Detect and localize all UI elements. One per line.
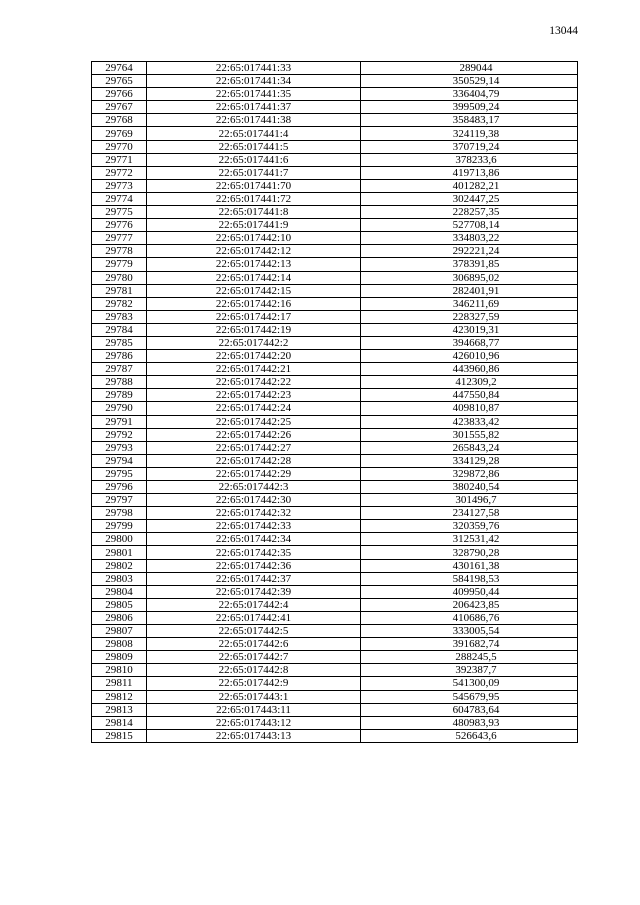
table-row [92, 179, 578, 192]
row-number-cell: 29764 [92, 62, 147, 75]
table-row [92, 140, 578, 153]
value-cell: 526643,6 [361, 729, 578, 742]
table-body [92, 62, 578, 743]
cadastral-number-cell: 22:65:017442:13 [147, 258, 361, 271]
value-cell: 334803,22 [361, 232, 578, 245]
table-row [92, 101, 578, 114]
row-number-cell: 29787 [92, 363, 147, 376]
value-cell: 423833,42 [361, 415, 578, 428]
table-row [92, 271, 578, 284]
value-cell: 584198,53 [361, 572, 578, 585]
value-cell: 541300,09 [361, 677, 578, 690]
table-row [92, 350, 578, 363]
cadastral-number-cell: 22:65:017442:35 [147, 546, 361, 559]
value-cell: 443960,86 [361, 363, 578, 376]
row-number-cell: 29792 [92, 428, 147, 441]
page-number: 13044 [549, 25, 578, 37]
table-row [92, 664, 578, 677]
value-cell: 399509,24 [361, 101, 578, 114]
value-cell: 409810,87 [361, 402, 578, 415]
cadastral-number-cell: 22:65:017442:34 [147, 533, 361, 546]
value-cell: 288245,5 [361, 651, 578, 664]
row-number-cell: 29773 [92, 179, 147, 192]
value-cell: 480983,93 [361, 716, 578, 729]
table-row [92, 481, 578, 494]
row-number-cell: 29785 [92, 336, 147, 349]
table-row [92, 507, 578, 520]
row-number-cell: 29793 [92, 441, 147, 454]
value-cell: 336404,79 [361, 88, 578, 101]
row-number-cell: 29806 [92, 611, 147, 624]
table-row [92, 310, 578, 323]
table-row [92, 376, 578, 389]
table-row [92, 153, 578, 166]
cadastral-number-cell: 22:65:017441:9 [147, 219, 361, 232]
row-number-cell: 29765 [92, 75, 147, 88]
cadastre-value-table [91, 61, 578, 743]
table-row [92, 467, 578, 480]
cadastral-number-cell: 22:65:017442:20 [147, 350, 361, 363]
table-row [92, 625, 578, 638]
value-cell: 301496,7 [361, 494, 578, 507]
value-cell: 320359,76 [361, 520, 578, 533]
row-number-cell: 29802 [92, 559, 147, 572]
cadastral-number-cell: 22:65:017442:15 [147, 284, 361, 297]
row-number-cell: 29814 [92, 716, 147, 729]
value-cell: 423019,31 [361, 323, 578, 336]
table-row [92, 454, 578, 467]
value-cell: 302447,25 [361, 192, 578, 205]
table-row [92, 611, 578, 624]
row-number-cell: 29772 [92, 166, 147, 179]
table-row [92, 284, 578, 297]
row-number-cell: 29782 [92, 297, 147, 310]
value-cell: 350529,14 [361, 75, 578, 88]
value-cell: 391682,74 [361, 638, 578, 651]
row-number-cell: 29795 [92, 467, 147, 480]
value-cell: 419713,86 [361, 166, 578, 179]
value-cell: 358483,17 [361, 114, 578, 127]
row-number-cell: 29794 [92, 454, 147, 467]
row-number-cell: 29813 [92, 703, 147, 716]
cadastral-number-cell: 22:65:017442:12 [147, 245, 361, 258]
value-cell: 447550,84 [361, 389, 578, 402]
value-cell: 346211,69 [361, 297, 578, 310]
row-number-cell: 29797 [92, 494, 147, 507]
value-cell: 394668,77 [361, 336, 578, 349]
table-row [92, 585, 578, 598]
row-number-cell: 29768 [92, 114, 147, 127]
cadastral-number-cell: 22:65:017442:19 [147, 323, 361, 336]
table-row [92, 323, 578, 336]
table-row [92, 415, 578, 428]
row-number-cell: 29781 [92, 284, 147, 297]
value-cell: 380240,54 [361, 481, 578, 494]
row-number-cell: 29766 [92, 88, 147, 101]
cadastral-number-cell: 22:65:017441:37 [147, 101, 361, 114]
value-cell: 306895,02 [361, 271, 578, 284]
table-row [92, 703, 578, 716]
table-row [92, 232, 578, 245]
table-row [92, 677, 578, 690]
row-number-cell: 29805 [92, 598, 147, 611]
value-cell: 527708,14 [361, 219, 578, 232]
row-number-cell: 29776 [92, 219, 147, 232]
value-cell: 392387,7 [361, 664, 578, 677]
value-cell: 329872,86 [361, 467, 578, 480]
cadastral-number-cell: 22:65:017442:5 [147, 625, 361, 638]
table-row [92, 598, 578, 611]
table-row [92, 638, 578, 651]
table-row [92, 245, 578, 258]
table-row [92, 336, 578, 349]
cadastral-number-cell: 22:65:017442:28 [147, 454, 361, 467]
value-cell: 206423,85 [361, 598, 578, 611]
cadastral-number-cell: 22:65:017442:21 [147, 363, 361, 376]
row-number-cell: 29812 [92, 690, 147, 703]
cadastral-number-cell: 22:65:017441:8 [147, 206, 361, 219]
cadastral-number-cell: 22:65:017441:7 [147, 166, 361, 179]
value-cell: 545679,95 [361, 690, 578, 703]
row-number-cell: 29800 [92, 533, 147, 546]
cadastral-number-cell: 22:65:017443:12 [147, 716, 361, 729]
table-row [92, 219, 578, 232]
row-number-cell: 29791 [92, 415, 147, 428]
row-number-cell: 29796 [92, 481, 147, 494]
row-number-cell: 29810 [92, 664, 147, 677]
cadastral-number-cell: 22:65:017442:26 [147, 428, 361, 441]
value-cell: 265843,24 [361, 441, 578, 454]
table-row [92, 533, 578, 546]
cadastral-number-cell: 22:65:017442:32 [147, 507, 361, 520]
cadastral-number-cell: 22:65:017442:7 [147, 651, 361, 664]
table-row [92, 62, 578, 75]
cadastral-number-cell: 22:65:017442:4 [147, 598, 361, 611]
cadastral-number-cell: 22:65:017442:23 [147, 389, 361, 402]
cadastral-number-cell: 22:65:017442:39 [147, 585, 361, 598]
cadastral-number-cell: 22:65:017442:41 [147, 611, 361, 624]
cadastral-number-cell: 22:65:017442:3 [147, 481, 361, 494]
row-number-cell: 29811 [92, 677, 147, 690]
cadastral-number-cell: 22:65:017443:11 [147, 703, 361, 716]
value-cell: 328790,28 [361, 546, 578, 559]
row-number-cell: 29771 [92, 153, 147, 166]
cadastral-number-cell: 22:65:017442:8 [147, 664, 361, 677]
table-row [92, 297, 578, 310]
row-number-cell: 29778 [92, 245, 147, 258]
value-cell: 234127,58 [361, 507, 578, 520]
value-cell: 333005,54 [361, 625, 578, 638]
cadastral-number-cell: 22:65:017442:16 [147, 297, 361, 310]
value-cell: 324119,38 [361, 127, 578, 140]
row-number-cell: 29769 [92, 127, 147, 140]
cadastral-number-cell: 22:65:017442:24 [147, 402, 361, 415]
cadastral-number-cell: 22:65:017441:6 [147, 153, 361, 166]
table-row [92, 690, 578, 703]
cadastral-number-cell: 22:65:017442:22 [147, 376, 361, 389]
value-cell: 401282,21 [361, 179, 578, 192]
cadastral-number-cell: 22:65:017442:33 [147, 520, 361, 533]
row-number-cell: 29790 [92, 402, 147, 415]
cadastral-number-cell: 22:65:017443:1 [147, 690, 361, 703]
table-row [92, 363, 578, 376]
cadastral-number-cell: 22:65:017442:17 [147, 310, 361, 323]
table-row [92, 520, 578, 533]
table-row [92, 716, 578, 729]
row-number-cell: 29788 [92, 376, 147, 389]
value-cell: 604783,64 [361, 703, 578, 716]
table-row [92, 546, 578, 559]
cadastral-number-cell: 22:65:017442:14 [147, 271, 361, 284]
cadastral-number-cell: 22:65:017441:4 [147, 127, 361, 140]
cadastral-number-cell: 22:65:017442:27 [147, 441, 361, 454]
value-cell: 228327,59 [361, 310, 578, 323]
cadastral-number-cell: 22:65:017441:33 [147, 62, 361, 75]
table-row [92, 258, 578, 271]
row-number-cell: 29799 [92, 520, 147, 533]
value-cell: 301555,82 [361, 428, 578, 441]
cadastral-number-cell: 22:65:017442:6 [147, 638, 361, 651]
value-cell: 410686,76 [361, 611, 578, 624]
row-number-cell: 29789 [92, 389, 147, 402]
row-number-cell: 29767 [92, 101, 147, 114]
table-row [92, 166, 578, 179]
value-cell: 370719,24 [361, 140, 578, 153]
value-cell: 378391,85 [361, 258, 578, 271]
value-cell: 378233,6 [361, 153, 578, 166]
row-number-cell: 29770 [92, 140, 147, 153]
row-number-cell: 29784 [92, 323, 147, 336]
row-number-cell: 29779 [92, 258, 147, 271]
cadastral-number-cell: 22:65:017442:36 [147, 559, 361, 572]
cadastral-number-cell: 22:65:017441:35 [147, 88, 361, 101]
table-row [92, 651, 578, 664]
table-row [92, 494, 578, 507]
cadastral-number-cell: 22:65:017442:25 [147, 415, 361, 428]
row-number-cell: 29808 [92, 638, 147, 651]
table-row [92, 428, 578, 441]
cadastral-number-cell: 22:65:017442:10 [147, 232, 361, 245]
value-cell: 312531,42 [361, 533, 578, 546]
table-row [92, 88, 578, 101]
table-row [92, 729, 578, 742]
table-row [92, 127, 578, 140]
value-cell: 228257,35 [361, 206, 578, 219]
row-number-cell: 29801 [92, 546, 147, 559]
value-cell: 334129,28 [361, 454, 578, 467]
row-number-cell: 29775 [92, 206, 147, 219]
row-number-cell: 29815 [92, 729, 147, 742]
cadastral-number-cell: 22:65:017442:2 [147, 336, 361, 349]
row-number-cell: 29807 [92, 625, 147, 638]
row-number-cell: 29783 [92, 310, 147, 323]
cadastral-number-cell: 22:65:017441:70 [147, 179, 361, 192]
cadastral-number-cell: 22:65:017442:9 [147, 677, 361, 690]
value-cell: 282401,91 [361, 284, 578, 297]
cadastral-number-cell: 22:65:017442:37 [147, 572, 361, 585]
row-number-cell: 29804 [92, 585, 147, 598]
row-number-cell: 29803 [92, 572, 147, 585]
value-cell: 426010,96 [361, 350, 578, 363]
cadastral-number-cell: 22:65:017441:72 [147, 192, 361, 205]
table-row [92, 114, 578, 127]
row-number-cell: 29777 [92, 232, 147, 245]
table-row [92, 559, 578, 572]
row-number-cell: 29786 [92, 350, 147, 363]
row-number-cell: 29798 [92, 507, 147, 520]
value-cell: 412309,2 [361, 376, 578, 389]
value-cell: 289044 [361, 62, 578, 75]
table-row [92, 206, 578, 219]
table-row [92, 75, 578, 88]
table-row [92, 402, 578, 415]
table-row [92, 389, 578, 402]
cadastral-number-cell: 22:65:017441:34 [147, 75, 361, 88]
table-row [92, 572, 578, 585]
value-cell: 292221,24 [361, 245, 578, 258]
row-number-cell: 29809 [92, 651, 147, 664]
cadastral-number-cell: 22:65:017441:5 [147, 140, 361, 153]
value-cell: 430161,38 [361, 559, 578, 572]
table-row [92, 192, 578, 205]
cadastral-number-cell: 22:65:017442:29 [147, 467, 361, 480]
cadastral-number-cell: 22:65:017441:38 [147, 114, 361, 127]
cadastral-number-cell: 22:65:017442:30 [147, 494, 361, 507]
table-row [92, 441, 578, 454]
value-cell: 409950,44 [361, 585, 578, 598]
row-number-cell: 29774 [92, 192, 147, 205]
cadastral-number-cell: 22:65:017443:13 [147, 729, 361, 742]
row-number-cell: 29780 [92, 271, 147, 284]
